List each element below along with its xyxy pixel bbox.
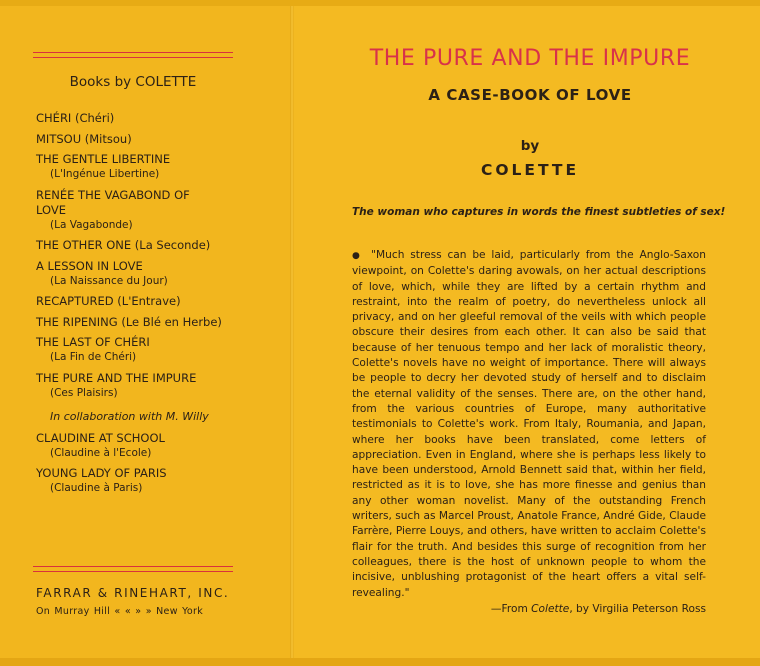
publisher-address: On Murray Hill « « » » New York <box>36 606 204 617</box>
review-quote <box>352 248 706 601</box>
list-item <box>36 152 286 182</box>
credit-suffix: , by Virgilia Peterson Ross <box>569 603 706 615</box>
book-original-title: (La Naissance du Jour) <box>50 274 168 287</box>
collaboration-note: In collaboration with M. Willy <box>50 409 209 423</box>
bullet-icon: ● <box>352 251 363 261</box>
books-heading: Books by COLETTE <box>69 74 197 90</box>
list-item <box>36 315 286 330</box>
list-item <box>36 466 286 496</box>
list-item <box>36 294 286 309</box>
bottom-edge <box>0 658 760 666</box>
top-edge <box>0 0 760 6</box>
book-original-title: (L'Ingénue Libertine) <box>50 168 160 180</box>
book-title: CHÉRI (Chéri) <box>36 111 115 125</box>
list-item <box>36 431 286 461</box>
list-item <box>36 111 286 126</box>
bottom-double-rule <box>33 566 233 572</box>
book-title: THE PURE AND THE IMPURE <box>36 370 197 385</box>
list-item <box>36 259 286 289</box>
book-title: RENÉE THE VAGABOND OF LOVE <box>36 187 190 217</box>
book-title: THE RIPENING (Le Blé en Herbe) <box>36 314 222 329</box>
book-original-title: (Claudine à Paris) <box>50 482 143 494</box>
book-list <box>36 111 286 502</box>
list-item <box>36 335 286 365</box>
author-name: COLETTE <box>480 161 580 179</box>
book-title: A LESSON IN LOVE <box>36 258 143 273</box>
list-item <box>36 132 286 147</box>
book-title: THE OTHER ONE (La Seconde) <box>36 238 211 252</box>
credit-prefix: —From <box>490 603 532 615</box>
list-item <box>36 371 286 401</box>
book-original-title: (Claudine à l'Ecole) <box>50 446 152 459</box>
book-title: THE GENTLE LIBERTINE <box>36 152 171 166</box>
quote-text: "Much stress can be laid, particularly from the Anglo-Saxon viewpoint, on Colette's daring avowals, on her actual descriptions of love, which, while they are lifted by a certain rhythm and restraint, into the realm of poetry, do nevertheless unlock all privacy, and on her gleeful removal of the veils with which people obscure their desires from each other. It can also be said that because of her tenuous tempo and her lack of moralistic theory, Colette's novels have no weight of importance. There will always be people to decry her devoted study of herself and to disclaim the eternal validity of the senses. There are, on the other hand, from the various countries of Europe, many authoritative testimonials to Colette's work. From Italy, Roumania, and Japan, where her books have been translated, come letters of appreciation. Even in England, where she is perhaps less likely to have been understood, Arnold Bennett said that, within her field, restricted as it is to love, she has more finesse and genius than any other woman novelist. Many of the outstanding French writers, such as Marcel Proust, Anatole France, André Gide, Claude Farrère, Pierre Louys, and others, have written to acclaim Colette's flair for the truth. And besides this surge of recognition from her colleagues, there is the host of unknown people to whom the incisive, unblushing protagonist of the heart offers a vital self-revealing." <box>352 249 706 599</box>
list-item <box>36 238 286 253</box>
book-title-heading: THE PURE AND THE IMPURE <box>369 46 691 71</box>
book-original-title: (Ces Plaisirs) <box>50 386 118 399</box>
book-title: YOUNG LADY OF PARIS <box>36 466 167 480</box>
book-original-title: (La Vagabonde) <box>50 218 133 231</box>
book-subtitle: A CASE-BOOK OF LOVE <box>428 86 632 104</box>
book-title: THE LAST OF CHÉRI <box>36 335 150 349</box>
quote-credit <box>352 603 706 615</box>
by-line: by <box>520 138 540 154</box>
book-title: CLAUDINE AT SCHOOL <box>36 430 165 445</box>
book-title: RECAPTURED (L'Entrave) <box>36 294 181 308</box>
tagline: The woman who captures in words the finest subtleties of sex! <box>352 206 726 218</box>
book-original-title: (La Fin de Chéri) <box>50 351 137 363</box>
book-title: MITSOU (Mitsou) <box>36 131 132 146</box>
credit-work: Colette <box>531 603 570 615</box>
list-item <box>36 188 286 233</box>
publisher-name: FARRAR & RINEHART, INC. <box>36 586 230 600</box>
top-double-rule <box>33 52 233 58</box>
